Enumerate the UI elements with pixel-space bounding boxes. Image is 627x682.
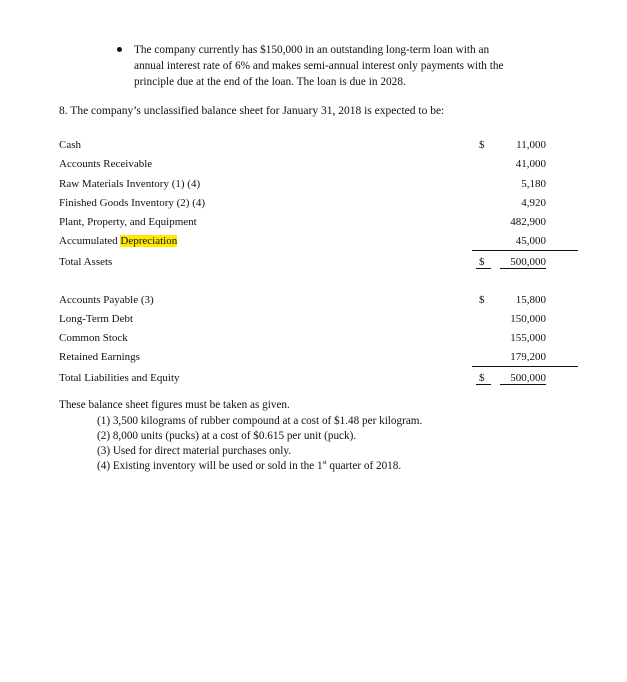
- liability-label-long-term-debt: Long-Term Debt: [59, 313, 134, 325]
- dollar-underline: [476, 268, 491, 269]
- total-liabilities-label: Total Liabilities and Equity: [59, 372, 180, 384]
- currency-symbol: $: [479, 256, 485, 268]
- subtotal-rule: [472, 250, 578, 251]
- equity-amount-retained-earnings: 179,200: [510, 351, 546, 363]
- bullet-line: principle due at the end of the loan. The loan is due in 2028.: [134, 76, 406, 88]
- note-item: (3) Used for direct material purchases only.: [97, 445, 292, 457]
- liability-amount-long-term-debt: 150,000: [510, 313, 546, 325]
- ordinal-suffix: st: [322, 460, 327, 466]
- dollar-underline: [476, 384, 491, 385]
- asset-label-finished-goods: Finished Goods Inventory (2) (4): [59, 197, 206, 209]
- label-prefix: Accumulated: [59, 235, 121, 247]
- asset-amount-accumulated-depreciation: 45,000: [515, 235, 546, 247]
- bullet-line: The company currently has $150,000 in an outstanding long-term loan with an: [134, 44, 490, 56]
- question-heading: 8. The company’s unclassified balance sheet for January 31, 2018 is expected to be:: [59, 105, 445, 117]
- currency-symbol: $: [479, 294, 485, 306]
- highlighted-word: Depreciation: [120, 235, 178, 247]
- total-liabilities-amount: 500,000: [510, 372, 546, 384]
- asset-amount-finished-goods: 4,920: [521, 197, 546, 209]
- asset-label-cash: Cash: [59, 139, 81, 151]
- subtotal-rule: [472, 366, 578, 367]
- asset-label-accumulated-depreciation: [59, 235, 177, 247]
- currency-symbol: $: [479, 372, 485, 384]
- asset-amount-receivable: 41,000: [515, 158, 546, 170]
- asset-label-ppe: Plant, Property, and Equipment: [59, 216, 197, 228]
- bullet-icon: [117, 47, 122, 52]
- note-text: quarter of 2018.: [326, 460, 402, 472]
- equity-label-common-stock: Common Stock: [59, 332, 128, 344]
- total-underline: [500, 268, 546, 269]
- note-item: (2) 8,000 units (pucks) at a cost of $0.615 per unit (puck).: [97, 430, 357, 442]
- liability-label-payable: Accounts Payable (3): [59, 294, 154, 306]
- note-item: [97, 460, 401, 472]
- asset-label-receivable: Accounts Receivable: [59, 158, 153, 170]
- equity-amount-common-stock: 155,000: [510, 332, 546, 344]
- liability-amount-payable: 15,800: [515, 294, 546, 306]
- note-text: (4) Existing inventory will be used or sold in the 1: [97, 460, 323, 472]
- bullet-paragraph: [134, 42, 574, 90]
- equity-label-retained-earnings: Retained Earnings: [59, 351, 140, 363]
- total-assets-amount: 500,000: [510, 256, 546, 268]
- bullet-line: annual interest rate of 6% and makes semi-annual interest only payments with the: [134, 60, 504, 72]
- asset-label-raw-materials: Raw Materials Inventory (1) (4): [59, 178, 201, 190]
- currency-symbol: $: [479, 139, 485, 151]
- total-underline: [500, 384, 546, 385]
- total-assets-label: Total Assets: [59, 256, 113, 268]
- asset-amount-raw-materials: 5,180: [521, 178, 546, 190]
- asset-amount-ppe: 482,900: [510, 216, 546, 228]
- asset-amount-cash: 11,000: [516, 139, 546, 151]
- notes-heading: These balance sheet figures must be taken as given.: [59, 399, 290, 411]
- note-item: (1) 3,500 kilograms of rubber compound at a cost of $1.48 per kilogram.: [97, 415, 423, 427]
